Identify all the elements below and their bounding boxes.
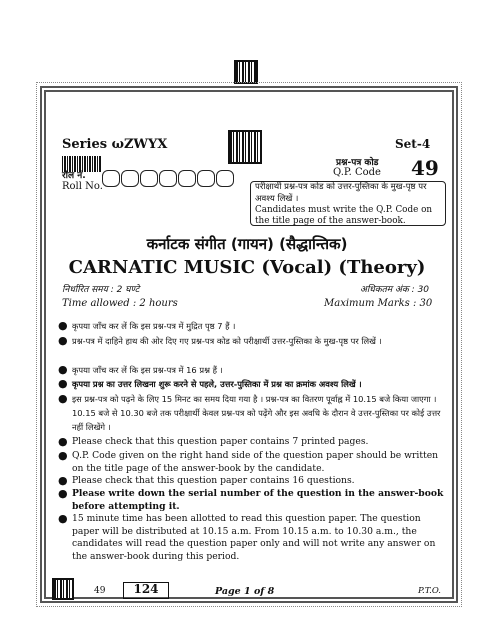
marks-hindi: अधिकतम अंक : 30 xyxy=(360,285,430,295)
page-indicator: Page 1 of 8 xyxy=(215,586,275,597)
time-hindi: निर्धारित समय : 2 घण्टे xyxy=(62,285,140,295)
title-english: CARNATIC MUSIC (Vocal) (Theory) xyxy=(68,257,426,278)
time-english: Time allowed : 2 hours xyxy=(62,298,178,309)
top-qr-code xyxy=(234,60,258,84)
footer-number: 124 xyxy=(133,582,159,596)
instruction-item: ● प्रश्न-पत्र में दाहिने हाथ की ओर दिए गए प्रश्न-पत्र कोड को परीक्षार्थी उत्तर-पुस्तिका के मुख-पृष्ठ पर लिखें । xyxy=(58,334,382,347)
roll-hindi-label: रोल नं. xyxy=(62,171,86,181)
roll-box[interactable] xyxy=(178,170,196,187)
roll-box[interactable] xyxy=(102,170,120,187)
pto-label: P.T.O. xyxy=(418,586,441,596)
footer-qr-code xyxy=(52,578,74,600)
instruction-item: ● 15 minute time has been allotted to read this question paper. The question paper will be distributed at 10.15 a.m. From 10.15 a.m. to 10.30 a.m., the candidates will read the question paper only and will not write any answer on the answer-book during this period. xyxy=(58,512,436,562)
roll-box[interactable] xyxy=(216,170,234,187)
qp-code-hindi-label: प्रश्न-पत्र कोड xyxy=(336,158,379,168)
instruction-item: ● कृपया जाँच कर लें कि इस प्रश्न-पत्र में 16 प्रश्न हैं । xyxy=(58,363,223,376)
bullet-icon: ● xyxy=(58,319,68,332)
bullet-icon: ● xyxy=(58,512,68,525)
set-label: Set-4 xyxy=(395,137,431,151)
instruction-item: ● Please check that this question paper contains 7 printed pages. xyxy=(58,435,369,448)
instruction-item: ● इस प्रश्न-पत्र को पढ़ने के लिए 15 मिनट का समय दिया गया है । प्रश्न-पत्र का वितरण पूर्वाह्न में 10.15 बजे किया जाएगा । 10.15 बजे से 10.30 बजे तक परीक्षार्थी केवल प्रश्न-पत्र को पढ़ेंगे और इस अवधि के दौरान वे उत्तर-पुस्तिका पर कोई उत्तर नहीं लिखेंगे । xyxy=(58,392,441,432)
footer-code: 49 xyxy=(94,586,106,596)
roll-number-boxes[interactable] xyxy=(102,170,234,187)
instruction-item: ● Q.P. Code given on the right hand side of the question paper should be written on the title page of the answer-book by the candidate. xyxy=(58,449,439,474)
marks-english: Maximum Marks : 30 xyxy=(324,298,433,309)
qp-code-value: 49 xyxy=(411,156,439,180)
bullet-icon: ● xyxy=(58,377,68,390)
instruction-item: ● कृपया प्रश्न का उत्तर लिखना शुरू करने से पहले, उत्तर-पुस्तिका में प्रश्न का क्रमांक अवश्य लिखें । xyxy=(58,377,362,390)
bullet-icon: ● xyxy=(58,474,68,487)
note-english-text: Candidates must write the Q.P. Code on the title page of the answer-book. xyxy=(255,205,433,226)
note-hindi-text: परीक्षार्थी प्रश्न-पत्र कोड को उत्तर-पुस्तिका के मुख-पृष्ठ पर अवश्य लिखें । xyxy=(255,182,427,204)
roll-box[interactable] xyxy=(121,170,139,187)
bullet-icon: ● xyxy=(58,449,68,462)
bullet-icon: ● xyxy=(58,334,68,347)
instruction-item: ● कृपया जाँच कर लें कि इस प्रश्न-पत्र में मुद्रित पृष्ठ 7 हैं । xyxy=(58,319,236,332)
instruction-item: ● Please write down the serial number of the question in the answer-book before attempting it. xyxy=(58,487,444,512)
instruction-item: ● Please check that this question paper contains 16 questions. xyxy=(58,474,355,487)
roll-box[interactable] xyxy=(159,170,177,187)
bullet-icon: ● xyxy=(58,392,68,405)
header-qr-code xyxy=(228,130,262,164)
roll-box[interactable] xyxy=(140,170,158,187)
bullet-icon: ● xyxy=(58,435,68,448)
roll-label: Roll No. xyxy=(62,181,103,192)
roll-box[interactable] xyxy=(197,170,215,187)
title-hindi: कर्नाटक संगीत (गायन) (सैद्धान्तिक) xyxy=(146,235,348,253)
series-label: Series ωZWYX xyxy=(62,137,168,152)
bullet-icon: ● xyxy=(58,487,68,500)
bullet-icon: ● xyxy=(58,363,68,376)
qp-code-label: Q.P. Code xyxy=(333,167,381,178)
